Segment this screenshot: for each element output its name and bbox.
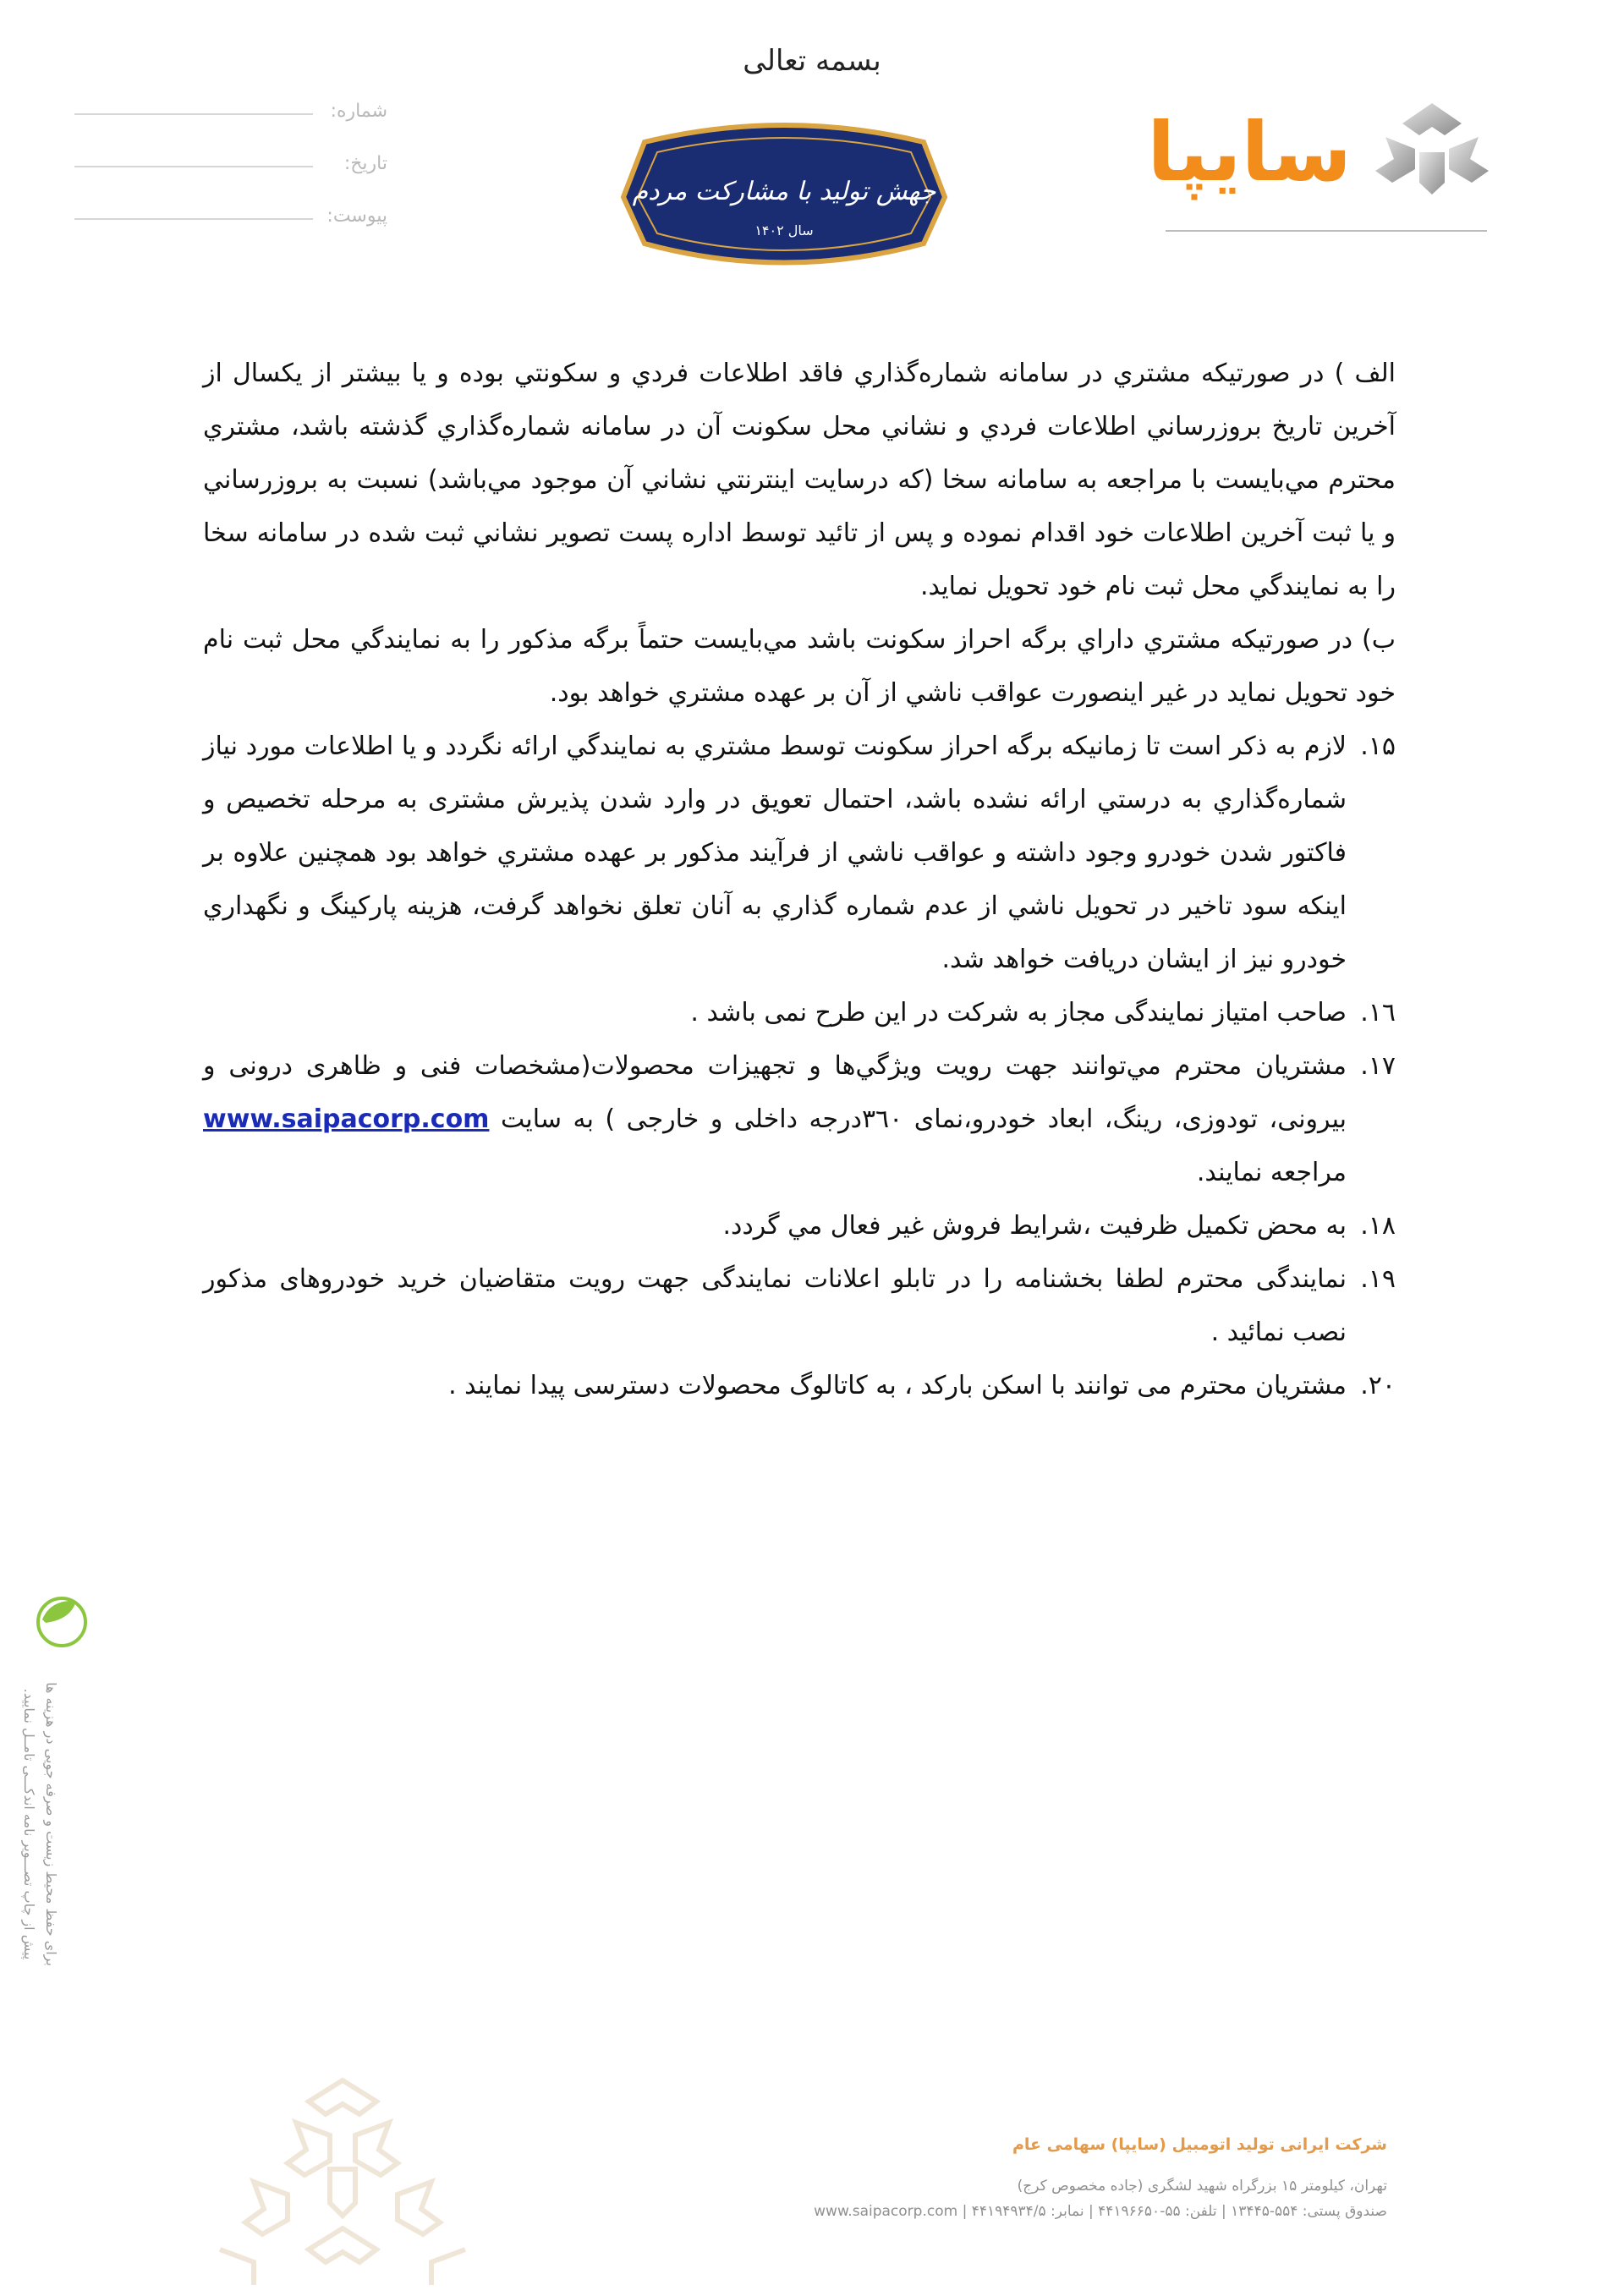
leaf-icon: [34, 1594, 90, 1650]
item-text-after-link: مراجعه نمايند.: [1196, 1158, 1347, 1187]
date-label: تاریخ:: [343, 152, 387, 174]
item-number: ۱۷.: [1360, 1051, 1396, 1081]
list-item: [203, 720, 1396, 986]
item-text: لازم به ذکر است تا زمانيکه برگه احراز سکونت توسط مشتري به نمايندگي ارائه نگردد و يا اطلاعات مورد نياز شماره‌گذاري به درستي ارائه نشده باشد، احتمال تعويق در وارد شدن پذيرش مشتری به مرحله تخصيص و فاکتور شدن خودرو وجود داشته و عواقب ناشي از فرآيند مذکور بر عهده مشتري خواهد بود همچنين علاوه بر اينکه سود تاخير در تحويل ناشي از عدم شماره گذاري به آنان تعلق نخواهد گرفت، هزينه پارکينگ و نگهداري خودرو نيز از ايشان دريافت خواهد شد.: [203, 732, 1347, 974]
number-label: شماره:: [330, 100, 387, 122]
footer-website[interactable]: www.saipacorp.com: [814, 2203, 958, 2220]
attachment-label: پیوست:: [326, 205, 387, 227]
list-item: [203, 1252, 1396, 1359]
item-number: ۱٦.: [1360, 998, 1396, 1027]
attachment-line: [74, 218, 313, 220]
item-number: ۱۹.: [1360, 1264, 1396, 1294]
date-field: [74, 137, 387, 189]
logo-divider: [1166, 230, 1487, 232]
item-number: ۱۵.: [1360, 732, 1396, 761]
campaign-year: سال ۱۴۰۲: [754, 222, 814, 238]
number-line: [74, 113, 313, 115]
paragraph-be: ب) در صورتيکه مشتري داراي برگه احراز سکونت باشد مي‌بايست حتماً برگه مذکور را به نمايندگي محل ثبت نام خود تحويل نمايد در غير اينصورت عواقب ناشي از آن بر عهده مشتري خواهد بود.: [203, 625, 1396, 708]
item-text: نمایندگی محترم لطفا بخشنامه را در تابلو اعلانات نمایندگی جهت رویت متقاضیان خرید خودروهای مذکور نصب نمائید .: [203, 1264, 1347, 1347]
eco-note-text: [18, 1672, 62, 1976]
footer-address: تهران، کیلومتر ۱۵ بزرگراه شهید لشگری (جاده مخصوص کرج): [1017, 2178, 1387, 2195]
campaign-emblem: [611, 117, 957, 277]
item-text: [203, 1039, 1347, 1199]
campaign-text: جهش تولید با مشارکت مردم: [632, 177, 936, 206]
eco-note-line-1: برای حفظ محیط زیست و صرفه جویی در هزینه ها: [43, 1682, 59, 1966]
letter-body: [203, 347, 1396, 1412]
footer-postal: صندوق پستی: ۵۵۴-۱۳۴۴۵ | تلفن: ۵۵-۴۴۱۹۶۶۵۰ | نمابر: ۴۴۱۹۴۹۳۴/۵ |: [962, 2203, 1387, 2220]
footer-contact: [744, 2199, 1387, 2224]
eco-note-line-2: پیش از چاپ تصـــویر نامه اندکـــی تامــل نمایید.: [21, 1688, 37, 1960]
item-text-before-link: مشتريان محترم مي‌توانند جهت رويت ويژگي‌ها و تجهيزات محصولات(مشخصات فنی و ظاهری درونی و بیرونی، تودوزی، رینگ، ابعاد خودرو،نمای ۳٦۰درجه داخلی و خارجی ) به سايت: [203, 1051, 1347, 1134]
letter-footer: [744, 2131, 1387, 2224]
letter-meta-fields: [74, 85, 387, 242]
list-item: [203, 1039, 1396, 1199]
list-item: [203, 1359, 1396, 1412]
saipa-emblem-icon: [1369, 98, 1495, 200]
item-number: ۲۰.: [1360, 1371, 1396, 1400]
footer-pattern: [203, 2063, 482, 2292]
item-text: به محض تکميل ظرفيت ،شرايط فروش غير فعال مي گردد.: [722, 1211, 1347, 1241]
list-item: [203, 1199, 1396, 1252]
date-line: [74, 166, 313, 167]
attachment-field: [74, 189, 387, 242]
item-number: ۱۸.: [1360, 1211, 1396, 1241]
list-item: [203, 986, 1396, 1039]
item-text: مشتریان محترم می توانند با اسکن بارکد ، به کاتالوگ محصولات دسترسی پیدا نمایند .: [448, 1371, 1347, 1400]
saipa-logo: [1147, 95, 1495, 247]
paragraph-alef: الف ) در صورتيکه مشتري در سامانه شماره‌گذاري فاقد اطلاعات فردي و سکونتي بوده و يا بيشتر از يکسال از آخرين تاريخ بروزرساني اطلاعات فردي و نشاني محل سکونت آن در سامانه شماره‌گذاري گذشته باشد، مشتري محترم مي‌بايست با مراجعه به سامانه سخا (که درسايت اينترنتي نشاني آن موجود مي‌باشد) نسبت به بروزرساني و يا ثبت آخرين اطلاعات خود اقدام نموده و پس از تائيد توسط اداره پست تصوير نشاني ثبت شده در سامانه سخا را به نمايندگي محل ثبت نام خود تحويل نمايد.: [203, 359, 1396, 601]
number-field: [74, 85, 387, 137]
basmala-heading: بسمه تعالی: [743, 44, 881, 78]
eco-note: [21, 1594, 91, 1983]
item-text: صاحب امتیاز نمایندگی مجاز به شرکت در این طرح نمی باشد .: [690, 998, 1347, 1027]
saipa-logo-text: سایپا: [1147, 105, 1352, 200]
footer-company-name: شرکت ایرانی تولید اتومبیل (سایپا) سهامی عام: [1012, 2135, 1387, 2154]
website-link[interactable]: www.saipacorp.com: [203, 1104, 490, 1134]
